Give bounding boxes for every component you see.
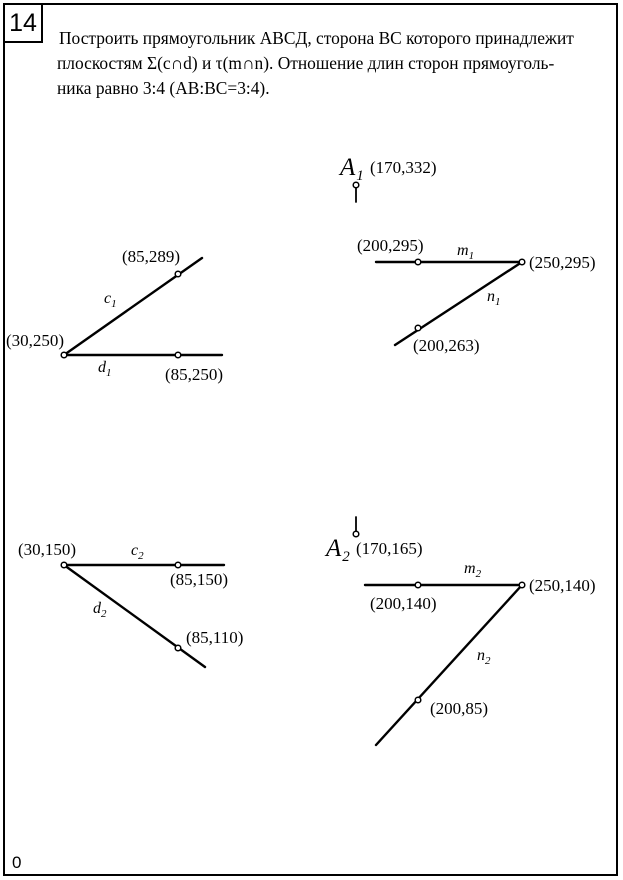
coord-d1-point: (85,250) [165,365,224,384]
point-cd2-vertex [61,562,67,568]
coord-m2-point: (200,140) [370,594,437,613]
label-m2: $m_2$ [464,560,482,580]
point-d2 [175,645,181,651]
statement-line-2: плоскостям Σ(c∩d) и τ(m∩n). Отношение длин сторон прямоуголь- [57,53,555,73]
point-n2 [415,697,421,703]
point-m1 [415,259,421,265]
coord-a1: (170,332) [370,158,437,177]
statement-line-3: ника равно 3:4 (AB:BC=3:4). [57,78,270,98]
coord-n1-point: (200,263) [413,336,480,355]
page-number: 0 [12,853,22,872]
point-cd1-vertex [61,352,67,358]
label-n2: $n_2$ [477,647,491,667]
point-a2 [353,531,359,537]
point-mn2-vertex [519,582,525,588]
line-c1 [64,258,202,355]
coord-n2-point: (200,85) [430,699,489,718]
label-a1: $A_1$ [340,154,364,184]
statement-line-1: Построить прямоугольник ABCД, сторона BC которого принадлежит [59,28,574,48]
point-d1 [175,352,181,358]
coord-cd1-vertex: (30,250) [6,331,65,350]
coord-mn1-vertex: (250,295) [529,253,596,272]
label-n1: $n_1$ [487,288,501,308]
coord-a2: (170,165) [356,539,423,558]
coord-cd2-vertex: (30,150) [18,540,77,559]
label-m1: $m_1$ [457,242,475,262]
point-c2 [175,562,181,568]
coord-m1-point: (200,295) [357,236,424,255]
task-number: 14 [3,3,43,43]
coord-c1-point: (85,289) [122,247,181,266]
label-d1: $d_1$ [98,359,112,379]
coord-c2-point: (85,150) [170,570,229,589]
point-n1 [415,325,421,331]
coord-d2-point: (85,110) [186,628,244,647]
point-mn1-vertex [519,259,525,265]
point-c1 [175,271,181,277]
label-c2: $c_2$ [131,542,144,562]
label-d2: $d_2$ [93,600,107,620]
coord-mn2-vertex: (250,140) [529,576,596,595]
line-n1 [395,262,522,345]
point-m2 [415,582,421,588]
label-c1: $c_1$ [104,290,117,310]
label-a2: $A_2$ [326,535,350,565]
